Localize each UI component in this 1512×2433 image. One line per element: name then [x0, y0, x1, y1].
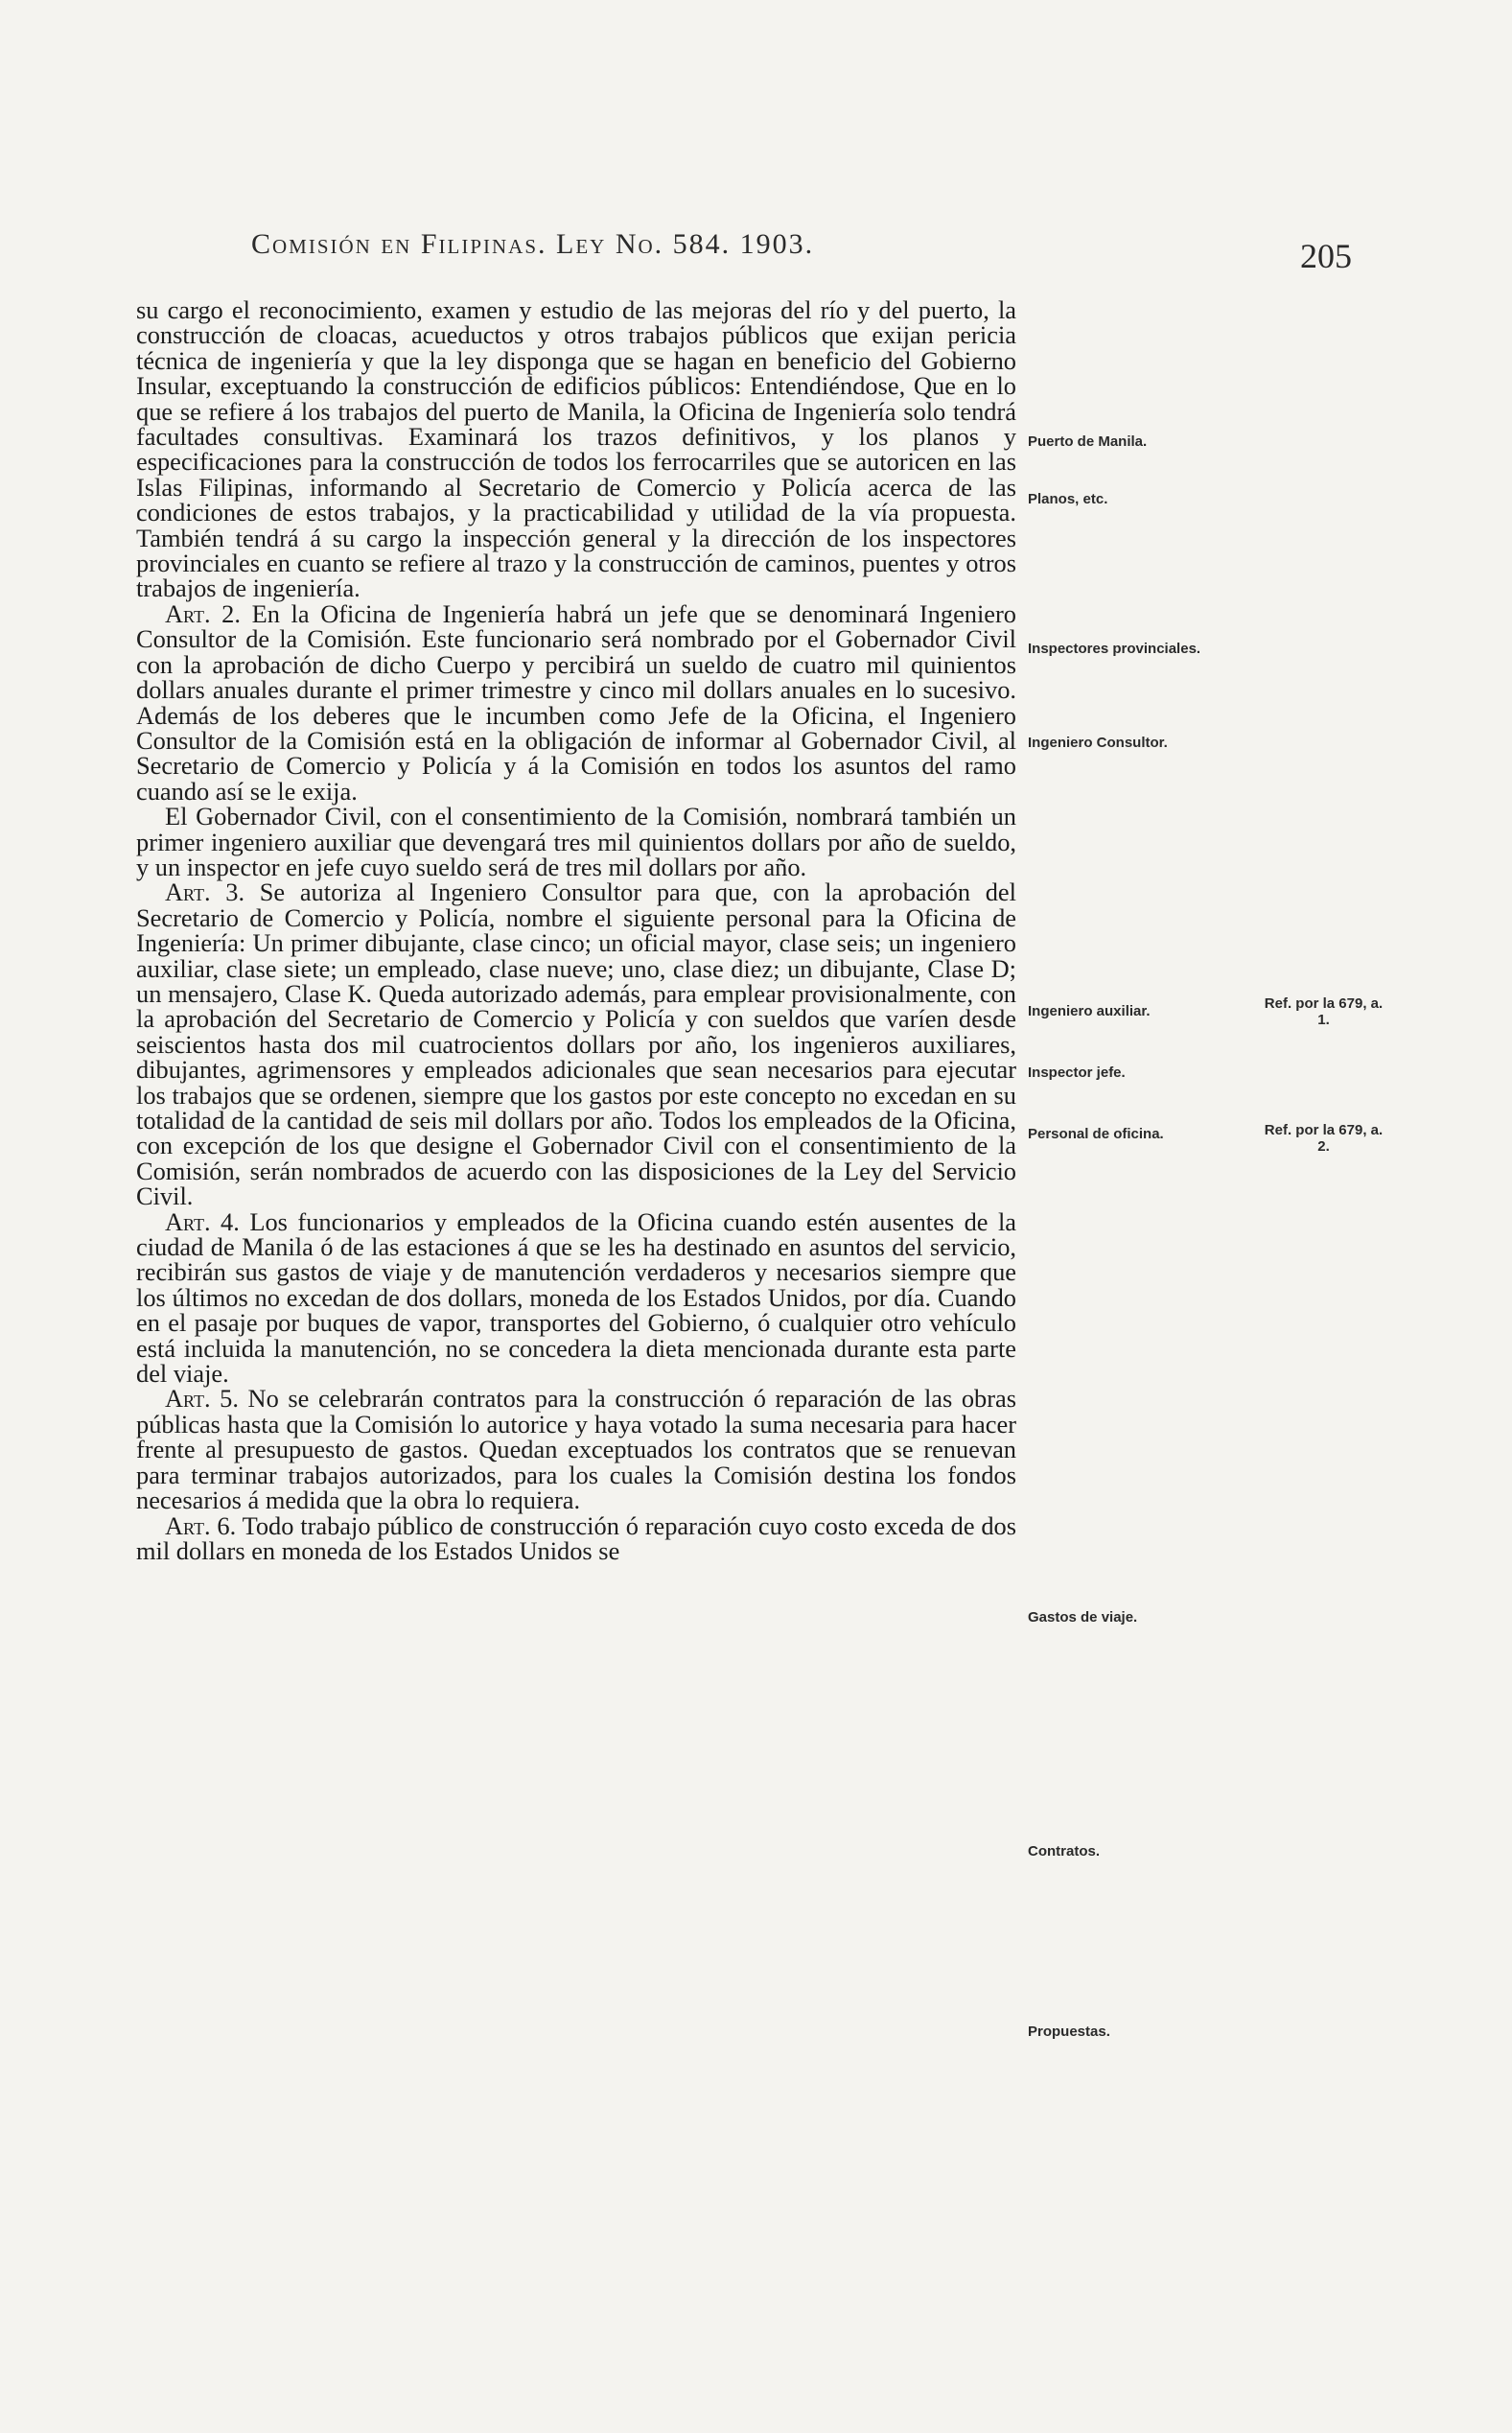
body-text: [136, 297, 1016, 1563]
article-label: Art. 5.: [165, 1384, 239, 1414]
article-label: Art. 6.: [165, 1510, 237, 1540]
article-label: Art. 4.: [165, 1206, 240, 1236]
paragraph-art1-continuation: su cargo el reconocimiento, examen y estudio de las mejoras del río y del puerto, la construcción de cloacas, acueductos y otros trabajos públicos que exijan pericia técnica de ingeniería y que la ley disponga que se hagan en beneficio del Gobierno Insular, exceptuando la construcción de edificios públicos: Entendiéndose, Que en lo que se refiere á los trabajos del puerto de Manila, la Oficina de Ingeniería solo tendrá facultades consultivas. Examinará los trazos definitivos, y los planos y especificaciones para la construcción de todos los ferrocarriles que se autoricen en las Islas Filipinas, informando al Secretario de Comercio y Policía acerca de las condiciones de estos trabajos, y la practicabilidad y utilidad de la vía propuesta. También tendrá á su cargo la inspección general y la dirección de los inspectores provinciales en cuanto se refiere al trazo y la construcción de caminos, puentes y otros trabajos de ingeniería.: [136, 295, 1016, 603]
article-label: Art. 2.: [165, 598, 241, 628]
margin-note-inspectores: Inspectores provinciales.: [1028, 641, 1201, 657]
reference-note-1: Ref. por la 679, a. 1.: [1264, 995, 1384, 1028]
margin-note-consultor: Ingeniero Consultor.: [1028, 735, 1168, 751]
article-text: No se celebrarán contratos para la construcción ó reparación de las obras públicas hasta que la Comisión lo autorice y haya votado la suma necesaria para hacer frente al presupuesto de gastos. Quedan exceptuados los contratos que se renuevan para terminar trabajos autorizados, para los cuales la Comisión destina los fondos necesarios á medida que la obra lo requiera.: [136, 1384, 1017, 1515]
article-label: Art. 3.: [165, 877, 245, 907]
paragraph-art2: [136, 598, 1017, 806]
margin-note-planos: Planos, etc.: [1028, 491, 1108, 507]
running-head-title: Comisión en Filipinas. Ley No. 584. 1903.: [251, 228, 815, 260]
paragraph-art3: [136, 877, 1016, 1211]
paragraph-gobernador: El Gobernador Civil, con el consentimiento de la Comisión, nombrará también un primer ingeniero auxiliar que devengará tres mil quinientos dollars por año de sueldo, y un inspector en jefe cuyo sueldo será de tres mil dollars por año.: [136, 802, 1016, 881]
page-number: 205: [1300, 237, 1352, 275]
margin-note-contratos: Contratos.: [1028, 1843, 1100, 1860]
article-text: Todo trabajo público de construcción ó reparación cuyo costo exceda de dos mil dollars en moneda de los Estados Unidos se: [136, 1510, 1017, 1565]
margin-note-propuestas: Propuestas.: [1028, 2024, 1110, 2040]
article-text: Se autoriza al Ingeniero Consultor para que, con la aprobación del Secretario de Comercio y Policía, nombre el siguiente personal para la Oficina de Ingeniería: Un primer dibujante, clase cinco; un oficial mayor, clase seis; un ingeniero auxiliar, clase siete; un empleado, clase nueve; uno, clase diez; un dibujante, Clase D; un mensajero, Clase K. Queda autorizado además, para emplear provisionalmente, con la aprobación del Secretario de Comercio y Policía y con sueldos que varíen desde seiscientos hasta dos mil cuatrocientos dollars por año, los ingenieros auxiliares, dibujantes, agrimensores y empleados adicionales que sean necesarios para ejecutar los trabajos que se ordenen, siempre que los gastos por este concepto no excedan en su totalidad de la cantidad de seis mil dollars por año. Todos los empleados de la Oficina, con excepción de los que designe el Gobernador Civil con el consentimiento de la Comisión, serán nombrados de acuerdo con las disposiciones de la Ley del Servicio Civil.: [136, 877, 1016, 1211]
paragraph-art5: [136, 1384, 1017, 1515]
reference-note-2: Ref. por la 679, a. 2.: [1264, 1122, 1384, 1155]
margin-note-personal: Personal de oficina.: [1028, 1126, 1164, 1142]
article-text: En la Oficina de Ingeniería habrá un jefe que se denominará Ingeniero Consultor de la Comisión. Este funcionario será nombrado por el Gobernador Civil con la aprobación de dicho Cuerpo y percibirá un sueldo de cuatro mil quinientos dollars anuales durante el primer trimestre y cinco mil dollars anuales en lo sucesivo. Además de los deberes que le incumben como Jefe de la Oficina, el Ingeniero Consultor de la Comisión está en la obligación de informar al Gobernador Civil, al Secretario de Comercio y Policía y á la Comisión en todos los asuntos del ramo cuando así se le exija.: [136, 598, 1017, 806]
paragraph-art4: [136, 1206, 1016, 1389]
margin-note-gastos: Gastos de viaje.: [1028, 1609, 1138, 1626]
margin-note-inspector-jefe: Inspector jefe.: [1028, 1064, 1126, 1081]
article-text: Los funcionarios y empleados de la Oficina cuando estén ausentes de la ciudad de Manila ó de las estaciones á que se les ha destinado en asuntos del servicio, recibirán sus gastos de viaje y de manutención verdaderos y necesarios siempre que los últimos no excedan de dos dollars, moneda de los Estados Unidos, por día. Cuando en el pasaje por buques de vapor, transportes del Gobierno, ó cualquier otro vehículo está incluida la manutención, no se concedera la dieta mencionada durante esta parte del viaje.: [136, 1206, 1016, 1389]
running-head: [144, 222, 1352, 275]
margin-note-auxiliar: Ingeniero auxiliar.: [1028, 1003, 1151, 1019]
margin-note-puerto: Puerto de Manila.: [1028, 433, 1148, 450]
paragraph-art6: [136, 1510, 1017, 1565]
